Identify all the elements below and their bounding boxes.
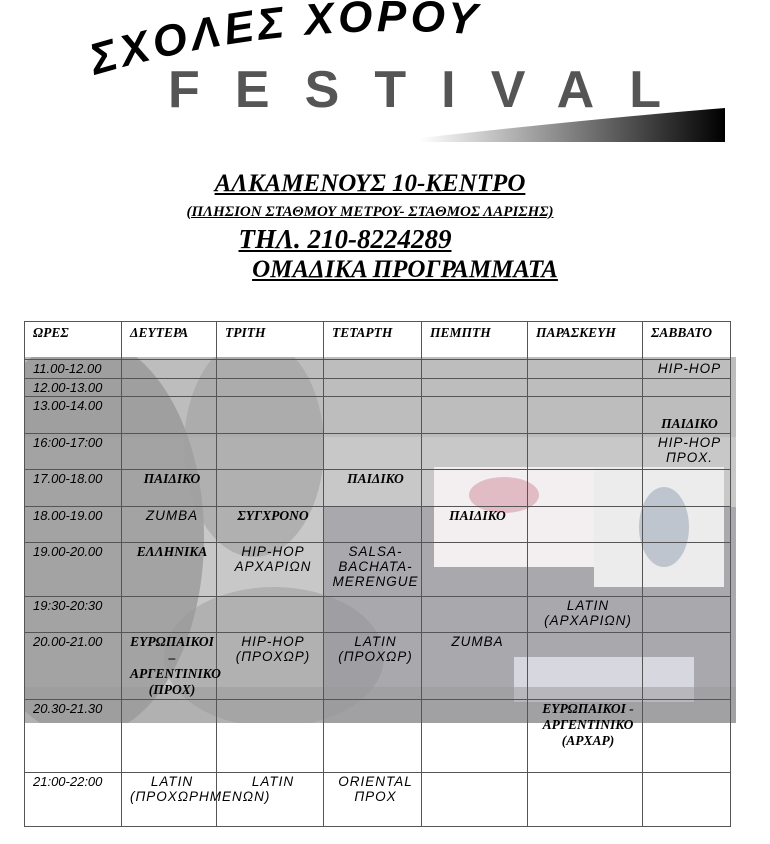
header-row [25,322,731,360]
table-row [25,700,731,773]
class-cell: ORIENTAL ΠΡΟΧ [338,774,413,804]
table-row [25,507,731,543]
class-cell: HIP-HOP ΠΡΟΧ. [657,435,722,465]
table-row [25,397,731,434]
logo-main-text: FESTIVAL [168,61,668,119]
phone: ΤΗΛ. 210-8224289 [238,224,452,254]
table-row [25,379,731,397]
class-cell: ZUMBA [145,508,199,523]
table-row [25,543,731,597]
class-cell: ΕΥΡΩΠΑΙΚΟΙ – ΑΡΓΕΝΤΙΝΙΚΟ (ΠΡΟΧ) [130,634,221,697]
time-cell: 11.00-12.00 [25,360,122,379]
class-cell: ΕΥΡΩΠΑΙΚΟΙ - ΑΡΓΕΝΤΙΝΙΚΟ (ΑΡΧΑΡ) [542,701,634,748]
time-cell: 13.00-14.00 [25,397,122,434]
address: ΑΛΚΑΜΕΝΟΥΣ 10-ΚΕΝΤΡΟ [214,170,526,197]
class-cell: ΕΛΛΗΝΙΚΑ [136,544,208,559]
class-cell: ZUMBA [451,634,504,649]
class-cell: ΠΑΙΔΙΚΟ [661,416,718,431]
festival-logo [0,0,770,150]
logo-arc-text: ΣΧΟΛΕΣ ΧΟΡΟΥ [84,0,483,85]
time-cell: 20.30-21.30 [25,700,122,773]
col-friday: ΠΑΡΑΣΚΕΥΗ [528,322,643,360]
class-cell: ΠΑΙΔΙΚΟ [449,508,506,523]
table-row [25,597,731,633]
table-row [25,470,731,507]
col-saturday: ΣΑΒΒΑΤΟ [643,322,731,360]
class-cell: ΣΥΓΧΡΟΝΟ [237,508,309,523]
near-station: (ΠΛΗΣΙΟΝ ΣΤΑΘΜΟΥ ΜΕΤΡΟΥ- ΣΤΑΘΜΟΣ ΛΑΡΙΣΗΣ) [186,204,554,220]
time-cell: 21:00-22:00 [25,773,122,827]
time-cell: 20.00-21.00 [25,633,122,700]
class-cell: ΠΑΙΔΙΚΟ [347,471,404,486]
table-row [25,773,731,827]
class-cell: ΠΑΙΔΙΚΟ [143,471,201,486]
class-cell: LATIN (ΠΡΟΧΩΡ) [338,634,413,664]
time-cell: 17.00-18.00 [25,470,122,507]
class-cell: HIP-HOP ΑΡΧΑΡΙΩΝ [234,544,312,574]
col-tuesday: ΤΡΙΤΗ [217,322,324,360]
col-thursday: ΠΕΜΠΤΗ [422,322,528,360]
class-cell: LATIN [251,774,295,789]
class-cell: LATIN (ΑΡΧΑΡΙΩΝ) [544,598,632,628]
schedule-table [24,321,731,827]
table-row [25,360,731,379]
class-cell: HIP-HOP [657,361,722,376]
class-cell: HIP-HOP (ΠΡΟΧΩΡ) [235,634,311,664]
time-cell: 19.00-20.00 [25,543,122,597]
class-cell: SALSA-BACHATA-MERENGUE [332,544,419,589]
time-cell: 18.00-19.00 [25,507,122,543]
time-cell: 16:00-17:00 [25,434,122,470]
table-row [25,633,731,700]
page-title: ΟΜΑΔΙΚΑ ΠΡΟΓΡΑΜΜΑΤΑ [252,256,558,283]
col-monday: ΔΕΥΤΕΡΑ [122,322,217,360]
class-cell: LATIN (ΠΡΟΧΩΡΗΜΕΝΩΝ) [130,774,271,804]
col-wednesday: ΤΕΤΑΡΤΗ [324,322,422,360]
table-row [25,434,731,470]
col-hours: ΩΡΕΣ [25,322,122,360]
time-cell: 12.00-13.00 [25,379,122,397]
time-cell: 19:30-20:30 [25,597,122,633]
